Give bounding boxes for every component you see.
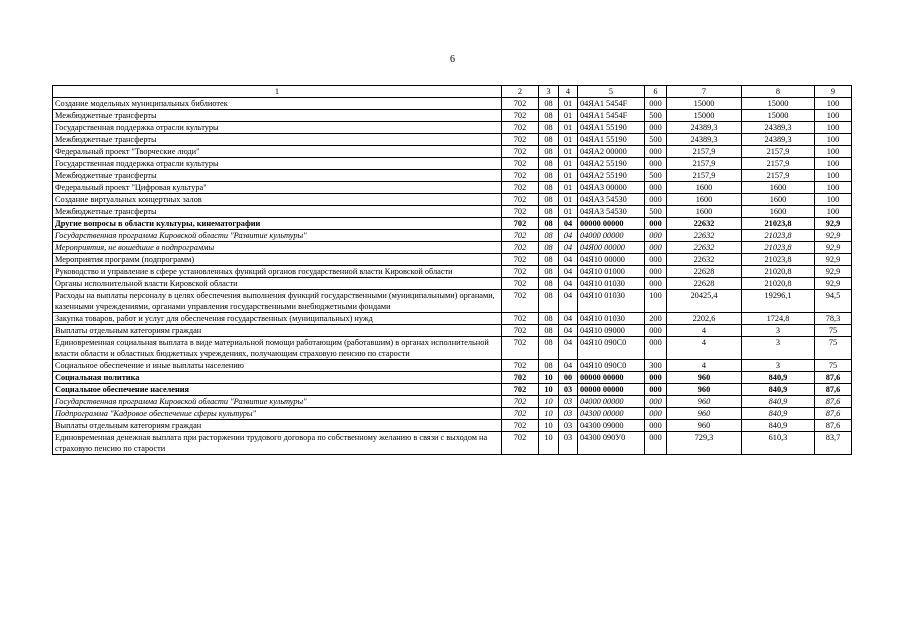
row-value-cell: 000 bbox=[645, 194, 667, 206]
row-value-cell: 75 bbox=[815, 337, 852, 360]
row-value-cell: 100 bbox=[815, 182, 852, 194]
row-value-cell: 3 bbox=[742, 337, 815, 360]
row-value-cell: 01 bbox=[559, 194, 578, 206]
row-value-cell: 78,3 bbox=[815, 313, 852, 325]
row-value-cell: 08 bbox=[539, 278, 559, 290]
row-value-cell: 04Я00 00000 bbox=[578, 242, 645, 254]
row-value-cell: 100 bbox=[815, 134, 852, 146]
row-name-cell: Межбюджетные трансферты bbox=[53, 170, 502, 182]
row-value-cell: 000 bbox=[645, 242, 667, 254]
row-value-cell: 04Я10 09000 bbox=[578, 325, 645, 337]
row-name-cell: Межбюджетные трансферты bbox=[53, 110, 502, 122]
row-value-cell: 01 bbox=[559, 110, 578, 122]
row-value-cell: 702 bbox=[502, 110, 539, 122]
row-value-cell: 100 bbox=[815, 98, 852, 110]
row-value-cell: 702 bbox=[502, 254, 539, 266]
row-value-cell: 840,9 bbox=[742, 408, 815, 420]
row-value-cell: 04 bbox=[559, 254, 578, 266]
row-value-cell: 04 bbox=[559, 230, 578, 242]
row-value-cell: 000 bbox=[645, 420, 667, 432]
row-value-cell: 08 bbox=[539, 218, 559, 230]
table-row bbox=[53, 158, 852, 170]
row-value-cell: 00000 00000 bbox=[578, 372, 645, 384]
row-value-cell: 22632 bbox=[667, 242, 742, 254]
row-value-cell: 04300 00000 bbox=[578, 408, 645, 420]
row-value-cell: 15000 bbox=[667, 98, 742, 110]
row-value-cell: 10 bbox=[539, 396, 559, 408]
header-row bbox=[53, 86, 852, 98]
row-value-cell: 21023,8 bbox=[742, 254, 815, 266]
row-value-cell: 000 bbox=[645, 158, 667, 170]
row-value-cell: 702 bbox=[502, 146, 539, 158]
row-value-cell: 100 bbox=[815, 158, 852, 170]
row-name-cell: Государственная поддержка отрасли культуры bbox=[53, 122, 502, 134]
row-value-cell: 03 bbox=[559, 432, 578, 455]
row-value-cell: 2157,9 bbox=[667, 146, 742, 158]
row-value-cell: 08 bbox=[539, 266, 559, 278]
row-value-cell: 702 bbox=[502, 194, 539, 206]
row-value-cell: 00 bbox=[559, 372, 578, 384]
row-value-cell: 100 bbox=[815, 110, 852, 122]
row-name-cell: Межбюджетные трансферты bbox=[53, 206, 502, 218]
row-value-cell: 75 bbox=[815, 360, 852, 372]
row-value-cell: 000 bbox=[645, 384, 667, 396]
row-value-cell: 702 bbox=[502, 242, 539, 254]
row-value-cell: 000 bbox=[645, 372, 667, 384]
row-value-cell: 10 bbox=[539, 384, 559, 396]
row-value-cell: 87,6 bbox=[815, 408, 852, 420]
row-name-cell: Межбюджетные трансферты bbox=[53, 134, 502, 146]
row-value-cell: 960 bbox=[667, 396, 742, 408]
row-value-cell: 21023,8 bbox=[742, 242, 815, 254]
row-value-cell: 500 bbox=[645, 134, 667, 146]
row-value-cell: 1600 bbox=[742, 182, 815, 194]
row-value-cell: 22632 bbox=[667, 254, 742, 266]
row-value-cell: 04ЯА2 00000 bbox=[578, 146, 645, 158]
row-value-cell: 500 bbox=[645, 110, 667, 122]
row-value-cell: 24389,3 bbox=[667, 122, 742, 134]
row-name-cell: Государственная поддержка отрасли культуры bbox=[53, 158, 502, 170]
row-value-cell: 840,9 bbox=[742, 396, 815, 408]
row-name-cell: Мероприятия программ (подпрограмм) bbox=[53, 254, 502, 266]
row-value-cell: 04 bbox=[559, 218, 578, 230]
header-cell: 8 bbox=[742, 86, 815, 98]
table-row bbox=[53, 396, 852, 408]
row-value-cell: 08 bbox=[539, 206, 559, 218]
row-name-cell: Выплаты отдельным категориям граждан bbox=[53, 325, 502, 337]
table-row bbox=[53, 384, 852, 396]
row-value-cell: 87,6 bbox=[815, 420, 852, 432]
row-value-cell: 1600 bbox=[667, 206, 742, 218]
row-value-cell: 24389,3 bbox=[742, 122, 815, 134]
row-value-cell: 960 bbox=[667, 372, 742, 384]
row-value-cell: 08 bbox=[539, 158, 559, 170]
row-value-cell: 702 bbox=[502, 206, 539, 218]
row-name-cell: Подпрограмма "Кадровое обеспечение сферы культуры" bbox=[53, 408, 502, 420]
row-value-cell: 729,3 bbox=[667, 432, 742, 455]
row-value-cell: 08 bbox=[539, 230, 559, 242]
row-value-cell: 08 bbox=[539, 325, 559, 337]
row-value-cell: 08 bbox=[539, 194, 559, 206]
row-value-cell: 840,9 bbox=[742, 372, 815, 384]
row-value-cell: 1724,8 bbox=[742, 313, 815, 325]
table-row bbox=[53, 408, 852, 420]
row-value-cell: 702 bbox=[502, 278, 539, 290]
row-value-cell: 19296,1 bbox=[742, 290, 815, 313]
row-value-cell: 04 bbox=[559, 360, 578, 372]
row-value-cell: 75 bbox=[815, 325, 852, 337]
row-value-cell: 000 bbox=[645, 122, 667, 134]
row-name-cell: Закупка товаров, работ и услуг для обеспечения государственных (муниципальных) нужд bbox=[53, 313, 502, 325]
table-row bbox=[53, 432, 852, 455]
row-value-cell: 08 bbox=[539, 110, 559, 122]
row-value-cell: 04ЯА3 00000 bbox=[578, 182, 645, 194]
row-value-cell: 500 bbox=[645, 206, 667, 218]
row-value-cell: 702 bbox=[502, 218, 539, 230]
row-value-cell: 702 bbox=[502, 182, 539, 194]
row-value-cell: 04Я10 01030 bbox=[578, 278, 645, 290]
row-value-cell: 300 bbox=[645, 360, 667, 372]
row-value-cell: 10 bbox=[539, 432, 559, 455]
row-value-cell: 01 bbox=[559, 134, 578, 146]
row-value-cell: 04ЯА3 54530 bbox=[578, 206, 645, 218]
row-value-cell: 100 bbox=[815, 122, 852, 134]
row-value-cell: 22632 bbox=[667, 230, 742, 242]
row-value-cell: 840,9 bbox=[742, 384, 815, 396]
row-value-cell: 04ЯА1 55190 bbox=[578, 134, 645, 146]
table-row bbox=[53, 420, 852, 432]
row-value-cell: 92,9 bbox=[815, 254, 852, 266]
row-name-cell: Расходы на выплаты персоналу в целях обеспечения выполнения функций государственными (муниципальными) органами, казенными учреждениями, органами управления государственными внебюджетными фондами bbox=[53, 290, 502, 313]
table-row bbox=[53, 325, 852, 337]
row-value-cell: 01 bbox=[559, 146, 578, 158]
row-value-cell: 000 bbox=[645, 432, 667, 455]
row-name-cell: Единовременная денежная выплата при расторжении трудового договора по собственному желанию в связи с выходом на страховую пенсию по старости bbox=[53, 432, 502, 455]
row-value-cell: 15000 bbox=[742, 98, 815, 110]
row-value-cell: 10 bbox=[539, 408, 559, 420]
row-value-cell: 960 bbox=[667, 384, 742, 396]
row-value-cell: 702 bbox=[502, 122, 539, 134]
row-value-cell: 04 bbox=[559, 290, 578, 313]
row-value-cell: 04Я10 01030 bbox=[578, 313, 645, 325]
row-value-cell: 15000 bbox=[742, 110, 815, 122]
row-value-cell: 04Я10 00000 bbox=[578, 254, 645, 266]
header-cell: 9 bbox=[815, 86, 852, 98]
row-value-cell: 702 bbox=[502, 325, 539, 337]
row-value-cell: 840,9 bbox=[742, 420, 815, 432]
row-value-cell: 100 bbox=[815, 194, 852, 206]
row-value-cell: 04ЯА2 55190 bbox=[578, 170, 645, 182]
row-value-cell: 702 bbox=[502, 408, 539, 420]
row-value-cell: 3 bbox=[742, 360, 815, 372]
row-value-cell: 000 bbox=[645, 278, 667, 290]
budget-table bbox=[52, 85, 852, 455]
row-value-cell: 4 bbox=[667, 337, 742, 360]
row-value-cell: 87,6 bbox=[815, 372, 852, 384]
row-value-cell: 1600 bbox=[742, 206, 815, 218]
row-value-cell: 04 bbox=[559, 337, 578, 360]
row-value-cell: 24389,3 bbox=[667, 134, 742, 146]
row-value-cell: 04ЯА1 55190 bbox=[578, 122, 645, 134]
row-value-cell: 21020,8 bbox=[742, 266, 815, 278]
row-value-cell: 22632 bbox=[667, 218, 742, 230]
row-value-cell: 00000 00000 bbox=[578, 218, 645, 230]
row-value-cell: 01 bbox=[559, 170, 578, 182]
row-value-cell: 702 bbox=[502, 313, 539, 325]
row-value-cell: 04300 090У0 bbox=[578, 432, 645, 455]
row-value-cell: 04ЯА2 55190 bbox=[578, 158, 645, 170]
row-value-cell: 000 bbox=[645, 98, 667, 110]
table-row bbox=[53, 278, 852, 290]
row-value-cell: 4 bbox=[667, 325, 742, 337]
row-value-cell: 92,9 bbox=[815, 230, 852, 242]
row-value-cell: 702 bbox=[502, 98, 539, 110]
row-value-cell: 04Я10 090С0 bbox=[578, 360, 645, 372]
row-value-cell: 100 bbox=[815, 206, 852, 218]
row-value-cell: 04300 09000 bbox=[578, 420, 645, 432]
table-row bbox=[53, 122, 852, 134]
row-value-cell: 702 bbox=[502, 432, 539, 455]
table-row bbox=[53, 360, 852, 372]
row-value-cell: 04000 00000 bbox=[578, 230, 645, 242]
row-value-cell: 20425,4 bbox=[667, 290, 742, 313]
row-value-cell: 03 bbox=[559, 408, 578, 420]
row-value-cell: 08 bbox=[539, 242, 559, 254]
row-name-cell: Выплаты отдельным категориям граждан bbox=[53, 420, 502, 432]
row-value-cell: 000 bbox=[645, 325, 667, 337]
table-row bbox=[53, 110, 852, 122]
row-value-cell: 2157,9 bbox=[742, 146, 815, 158]
row-value-cell: 01 bbox=[559, 98, 578, 110]
table-row bbox=[53, 170, 852, 182]
row-value-cell: 10 bbox=[539, 372, 559, 384]
row-name-cell: Создание виртуальных концертных залов bbox=[53, 194, 502, 206]
row-value-cell: 03 bbox=[559, 420, 578, 432]
row-value-cell: 000 bbox=[645, 254, 667, 266]
table-row bbox=[53, 290, 852, 313]
row-value-cell: 702 bbox=[502, 134, 539, 146]
row-value-cell: 92,9 bbox=[815, 278, 852, 290]
row-value-cell: 03 bbox=[559, 396, 578, 408]
row-value-cell: 01 bbox=[559, 206, 578, 218]
row-value-cell: 702 bbox=[502, 158, 539, 170]
row-value-cell: 87,6 bbox=[815, 384, 852, 396]
row-value-cell: 08 bbox=[539, 170, 559, 182]
row-value-cell: 08 bbox=[539, 146, 559, 158]
row-value-cell: 702 bbox=[502, 372, 539, 384]
table-row bbox=[53, 206, 852, 218]
row-value-cell: 702 bbox=[502, 396, 539, 408]
row-value-cell: 08 bbox=[539, 254, 559, 266]
row-value-cell: 3 bbox=[742, 325, 815, 337]
row-value-cell: 2157,9 bbox=[742, 170, 815, 182]
row-value-cell: 000 bbox=[645, 218, 667, 230]
row-value-cell: 21020,8 bbox=[742, 278, 815, 290]
row-value-cell: 21023,8 bbox=[742, 230, 815, 242]
row-value-cell: 4 bbox=[667, 360, 742, 372]
row-name-cell: Социальная политика bbox=[53, 372, 502, 384]
table-row bbox=[53, 218, 852, 230]
row-value-cell: 92,9 bbox=[815, 218, 852, 230]
header-cell: 6 bbox=[645, 86, 667, 98]
row-value-cell: 702 bbox=[502, 290, 539, 313]
table-row bbox=[53, 194, 852, 206]
row-value-cell: 92,9 bbox=[815, 242, 852, 254]
row-value-cell: 100 bbox=[645, 290, 667, 313]
row-value-cell: 500 bbox=[645, 170, 667, 182]
table-row bbox=[53, 146, 852, 158]
row-value-cell: 2157,9 bbox=[667, 170, 742, 182]
header-cell: 7 bbox=[667, 86, 742, 98]
header-cell: 2 bbox=[502, 86, 539, 98]
row-value-cell: 83,7 bbox=[815, 432, 852, 455]
row-value-cell: 702 bbox=[502, 360, 539, 372]
row-name-cell: Государственная программа Кировской области "Развитие культуры" bbox=[53, 230, 502, 242]
row-value-cell: 2157,9 bbox=[742, 158, 815, 170]
row-value-cell: 610,3 bbox=[742, 432, 815, 455]
row-value-cell: 22628 bbox=[667, 278, 742, 290]
table-row bbox=[53, 372, 852, 384]
row-value-cell: 04Я10 01030 bbox=[578, 290, 645, 313]
table-row bbox=[53, 230, 852, 242]
row-name-cell: Органы исполнительной власти Кировской области bbox=[53, 278, 502, 290]
row-value-cell: 08 bbox=[539, 313, 559, 325]
table-row bbox=[53, 98, 852, 110]
row-value-cell: 04 bbox=[559, 278, 578, 290]
row-value-cell: 702 bbox=[502, 384, 539, 396]
row-value-cell: 04ЯА3 54530 bbox=[578, 194, 645, 206]
row-value-cell: 04 bbox=[559, 266, 578, 278]
row-value-cell: 04 bbox=[559, 313, 578, 325]
row-name-cell: Федеральный проект "Творческие люди" bbox=[53, 146, 502, 158]
row-value-cell: 100 bbox=[815, 170, 852, 182]
row-value-cell: 1600 bbox=[742, 194, 815, 206]
table-row bbox=[53, 254, 852, 266]
row-value-cell: 702 bbox=[502, 266, 539, 278]
page-number: 6 bbox=[450, 54, 455, 65]
row-value-cell: 960 bbox=[667, 420, 742, 432]
row-value-cell: 08 bbox=[539, 360, 559, 372]
row-name-cell: Социальное обеспечение населения bbox=[53, 384, 502, 396]
header-cell: 1 bbox=[53, 86, 502, 98]
table-row bbox=[53, 266, 852, 278]
row-value-cell: 03 bbox=[559, 384, 578, 396]
row-value-cell: 08 bbox=[539, 337, 559, 360]
header-cell: 4 bbox=[559, 86, 578, 98]
row-value-cell: 01 bbox=[559, 122, 578, 134]
row-value-cell: 92,9 bbox=[815, 266, 852, 278]
row-value-cell: 08 bbox=[539, 98, 559, 110]
table-row bbox=[53, 242, 852, 254]
row-value-cell: 04Я10 090С0 bbox=[578, 337, 645, 360]
table-row bbox=[53, 313, 852, 325]
row-value-cell: 08 bbox=[539, 182, 559, 194]
row-name-cell: Федеральный проект "Цифровая культура" bbox=[53, 182, 502, 194]
row-value-cell: 04 bbox=[559, 242, 578, 254]
row-value-cell: 08 bbox=[539, 122, 559, 134]
row-value-cell: 04 bbox=[559, 325, 578, 337]
row-value-cell: 04000 00000 bbox=[578, 396, 645, 408]
row-name-cell: Единовременная социальная выплата в виде материальной помощи работающим (работавшим) в органах исполнительной власти области и областных бюджетных учреждениях, получающим страховую пенсию по старости bbox=[53, 337, 502, 360]
table-row bbox=[53, 182, 852, 194]
row-value-cell: 15000 bbox=[667, 110, 742, 122]
row-value-cell: 10 bbox=[539, 420, 559, 432]
row-value-cell: 100 bbox=[815, 146, 852, 158]
row-value-cell: 000 bbox=[645, 266, 667, 278]
header-cell: 5 bbox=[578, 86, 645, 98]
row-value-cell: 702 bbox=[502, 170, 539, 182]
row-value-cell: 000 bbox=[645, 337, 667, 360]
row-name-cell: Социальное обеспечение и иные выплаты населению bbox=[53, 360, 502, 372]
row-value-cell: 702 bbox=[502, 420, 539, 432]
row-value-cell: 200 bbox=[645, 313, 667, 325]
row-value-cell: 08 bbox=[539, 134, 559, 146]
row-value-cell: 24389,3 bbox=[742, 134, 815, 146]
row-value-cell: 702 bbox=[502, 337, 539, 360]
header-cell: 3 bbox=[539, 86, 559, 98]
table-row bbox=[53, 337, 852, 360]
row-value-cell: 04ЯА1 5454F bbox=[578, 110, 645, 122]
row-value-cell: 01 bbox=[559, 182, 578, 194]
row-value-cell: 04ЯА1 5454F bbox=[578, 98, 645, 110]
row-name-cell: Государственная программа Кировской области "Развитие культуры" bbox=[53, 396, 502, 408]
row-value-cell: 01 bbox=[559, 158, 578, 170]
row-value-cell: 00000 00000 bbox=[578, 384, 645, 396]
row-value-cell: 2157,9 bbox=[667, 158, 742, 170]
row-value-cell: 1600 bbox=[667, 194, 742, 206]
row-value-cell: 000 bbox=[645, 146, 667, 158]
row-name-cell: Мероприятия, не вошедшие в подпрограммы bbox=[53, 242, 502, 254]
row-name-cell: Другие вопросы в области культуры, кинематографии bbox=[53, 218, 502, 230]
row-value-cell: 22628 bbox=[667, 266, 742, 278]
row-value-cell: 1600 bbox=[667, 182, 742, 194]
row-value-cell: 04Я10 01000 bbox=[578, 266, 645, 278]
row-value-cell: 94,5 bbox=[815, 290, 852, 313]
row-value-cell: 08 bbox=[539, 290, 559, 313]
row-name-cell: Руководство и управление в сфере установленных функций органов государственной власти Кировской области bbox=[53, 266, 502, 278]
row-value-cell: 87,6 bbox=[815, 396, 852, 408]
row-value-cell: 000 bbox=[645, 230, 667, 242]
row-value-cell: 000 bbox=[645, 408, 667, 420]
table-row bbox=[53, 134, 852, 146]
row-value-cell: 702 bbox=[502, 230, 539, 242]
row-value-cell: 960 bbox=[667, 408, 742, 420]
row-value-cell: 2202,6 bbox=[667, 313, 742, 325]
row-name-cell: Создание модельных муниципальных библиотек bbox=[53, 98, 502, 110]
row-value-cell: 000 bbox=[645, 396, 667, 408]
row-value-cell: 21023,8 bbox=[742, 218, 815, 230]
row-value-cell: 000 bbox=[645, 182, 667, 194]
